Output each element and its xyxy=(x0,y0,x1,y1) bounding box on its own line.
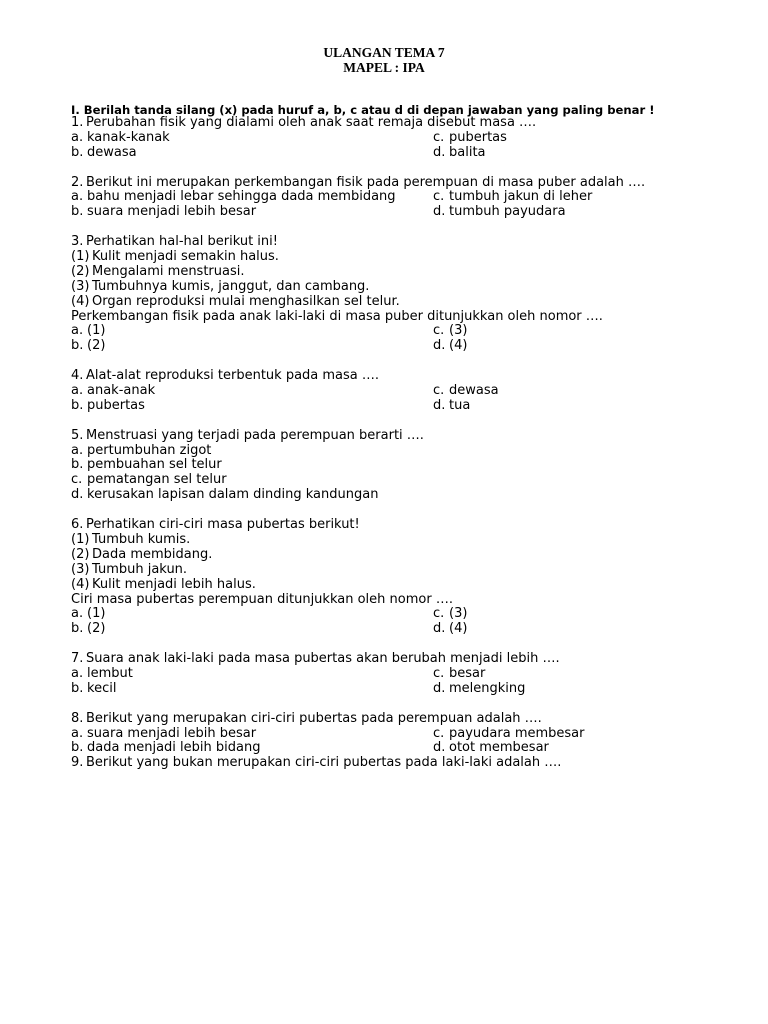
option-row: b. kecil d. melengking xyxy=(71,680,526,696)
option-row: d. kerusakan lapisan dalam dinding kandungan xyxy=(71,487,379,503)
statement-item: (4) Kulit menjadi lebih halus. xyxy=(71,576,256,592)
option-d: (4) xyxy=(449,621,468,637)
option-a: (1) xyxy=(87,606,106,622)
question-9: 9. Berikut yang bukan merupakan ciri-ciri pubertas pada laki-laki adalah …. xyxy=(71,755,562,771)
option-d: balita xyxy=(449,144,486,160)
option-row: a. pertumbuhan zigot xyxy=(71,442,212,458)
statement-item: (1) Tumbuh kumis. xyxy=(71,531,191,547)
option-d: otot membesar xyxy=(449,740,549,756)
option-c: (3) xyxy=(449,323,468,339)
option-c: besar xyxy=(449,665,486,681)
option-b: (2) xyxy=(87,621,106,637)
option-a: kanak-kanak xyxy=(87,129,170,145)
option-row: c. pematangan sel telur xyxy=(71,472,227,488)
question-4: 4. Alat-alat reproduksi terbentuk pada masa …. xyxy=(71,368,380,384)
option-row: a. lembut c. besar xyxy=(71,665,486,681)
page-title: ULANGAN TEMA 7 xyxy=(323,45,445,60)
option-row: b. suara menjadi lebih besar d. tumbuh payudara xyxy=(71,204,566,220)
option-a: lembut xyxy=(87,665,133,681)
option-c: tumbuh jakun di leher xyxy=(449,189,593,205)
page-subtitle: MAPEL : IPA xyxy=(343,60,425,75)
option-a: pertumbuhan zigot xyxy=(87,442,212,458)
option-row: a. suara menjadi lebih besar c. payudara membesar xyxy=(71,725,585,741)
option-row: a. (1) c. (3) xyxy=(71,606,468,622)
option-b: pubertas xyxy=(87,397,145,413)
question-5: 5. Menstruasi yang terjadi pada perempuan berarti …. xyxy=(71,427,424,443)
question-8: 8. Berikut yang merupakan ciri-ciri pubertas pada perempuan adalah …. xyxy=(71,710,542,726)
option-c: pematangan sel telur xyxy=(87,472,227,488)
option-row: b. dewasa d. balita xyxy=(71,144,486,160)
option-a: bahu menjadi lebar sehingga dada membidang xyxy=(87,189,396,205)
statement-item: (4) Organ reproduksi mulai menghasilkan sel telur. xyxy=(71,293,400,309)
option-row: b. (2) d. (4) xyxy=(71,338,468,354)
option-c: payudara membesar xyxy=(449,725,585,741)
question-prompt: Perkembangan fisik pada anak laki-laki di masa puber ditunjukkan oleh nomor …. xyxy=(71,308,603,324)
statement-item: (3) Tumbuhnya kumis, janggut, dan cambang. xyxy=(71,278,370,294)
option-row: a. kanak-kanak c. pubertas xyxy=(71,129,507,145)
question-1: 1. Perubahan fisik yang dialami oleh anak saat remaja disebut masa …. xyxy=(71,115,537,130)
statement-item: (1) Kulit menjadi semakin halus. xyxy=(71,249,279,265)
option-b: kecil xyxy=(87,680,117,696)
option-d: tumbuh payudara xyxy=(449,204,566,220)
option-b: dewasa xyxy=(87,144,137,160)
statement-item: (2) Dada membidang. xyxy=(71,546,213,562)
statement-item: (3) Tumbuh jakun. xyxy=(71,561,188,577)
statement-item: (2) Mengalami menstruasi. xyxy=(71,263,245,279)
question-prompt: Ciri masa pubertas perempuan ditunjukkan oleh nomor …. xyxy=(71,591,453,607)
option-c: pubertas xyxy=(449,129,507,145)
option-row: b. pubertas d. tua xyxy=(71,397,471,413)
option-a: suara menjadi lebih besar xyxy=(87,725,257,741)
option-c: (3) xyxy=(449,606,468,622)
question-3: 3. Perhatikan hal-hal berikut ini! xyxy=(71,234,278,250)
option-row: b. (2) d. (4) xyxy=(71,621,468,637)
option-d: tua xyxy=(449,397,471,413)
option-a: anak-anak xyxy=(87,383,156,399)
question-6: 6. Perhatikan ciri-ciri masa pubertas berikut! xyxy=(71,517,360,533)
question-list xyxy=(71,116,751,771)
option-row: a. bahu menjadi lebar sehingga dada membidang c. tumbuh jakun di leher xyxy=(71,189,593,205)
option-row: b. pembuahan sel telur xyxy=(71,457,222,473)
option-b: suara menjadi lebih besar xyxy=(87,204,257,220)
question-7: 7. Suara anak laki-laki pada masa pubertas akan berubah menjadi lebih …. xyxy=(71,651,560,667)
option-row: b. dada menjadi lebih bidang d. otot membesar xyxy=(71,740,549,756)
option-b: pembuahan sel telur xyxy=(87,457,222,473)
instruction: I. Berilah tanda silang (x) pada huruf a, b, c atau d di depan jawaban yang paling benar ! xyxy=(71,103,655,117)
option-d: melengking xyxy=(449,680,526,696)
option-b: (2) xyxy=(87,338,106,354)
option-row: a. (1) c. (3) xyxy=(71,323,468,339)
option-d: (4) xyxy=(449,338,468,354)
option-b: dada menjadi lebih bidang xyxy=(87,740,261,756)
option-c: dewasa xyxy=(449,383,499,399)
option-a: (1) xyxy=(87,323,106,339)
question-2: 2. Berikut ini merupakan perkembangan fisik pada perempuan di masa puber adalah …. xyxy=(71,174,646,190)
option-row: a. anak-anak c. dewasa xyxy=(71,383,499,399)
option-d: kerusakan lapisan dalam dinding kandungan xyxy=(87,487,379,503)
